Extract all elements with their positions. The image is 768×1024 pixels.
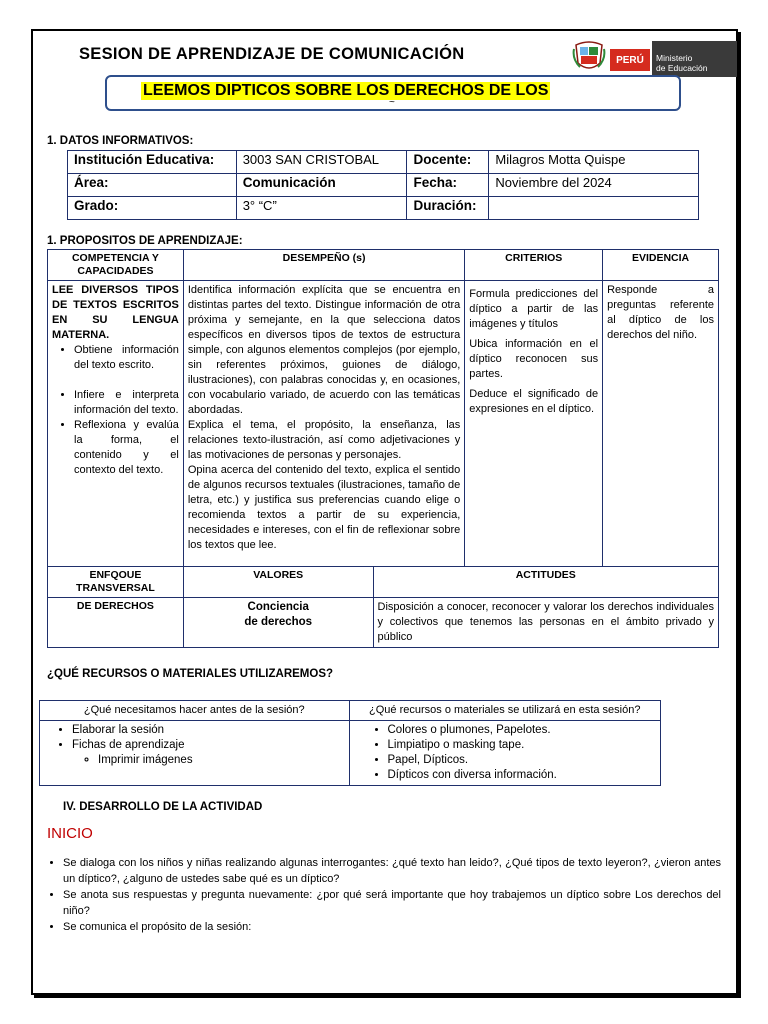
table-row [68,174,699,197]
label-institucion: Institución Educativa: [68,151,237,174]
peru-label: PERÚ [610,49,650,71]
label-grado: Grado: [68,197,237,220]
value-grado: 3° “C” [236,197,407,220]
ministry-line-2: de Educación [656,63,708,73]
document-page [31,29,738,995]
list-item: • Se comunica el propósito de la sesión: [63,919,721,935]
label-fecha: Fecha: [407,174,489,197]
inicio-label: INICIO [47,825,93,842]
enfoque-value: DE DERECHOS [48,598,184,648]
table-row [48,598,719,648]
valor-text: Conciencia de derechos [244,601,313,628]
header-enfoque: ENFQOUE TRANSVERSAL [48,567,184,598]
value-fecha: Noviembre del 2024 [489,174,699,197]
criterios-cell [465,281,603,567]
competencia-text: LEE DIVERSOS TIPOS DE TEXTOS ESCRITOS EN SU LENGUA MATERNA. [52,284,179,341]
propositos-table [47,249,719,648]
ministry-label [652,41,737,77]
list-item: • Se dialoga con los niños y niñas realizando algunas interrogantes: ¿qué texto han leido?, ¿Qué tipos de texto leyeron?, ¿vieron antes un díptico?, ¿alguno de ustedes sabe qué es un díptico? [63,855,721,887]
recursos-table [39,700,661,786]
list-item: • Reflexiona y evalúa la forma, el contenido y el contexto del texto. [74,418,179,478]
materiales-list [356,723,655,783]
list-item: ◦ Imprimir imágenes [98,753,343,768]
valor-value [183,598,373,648]
antes-cell [40,721,350,786]
desarrollo-list [45,855,721,935]
table-row [68,151,699,174]
header-criterios: CRITERIOS [465,250,603,281]
list-item: • Fichas de aprendizaje [72,738,343,753]
table-row [40,701,661,721]
header-valores: VALORES [183,567,373,598]
criterio-item: Ubica información en el díptico reconocen sus partes. [469,338,599,380]
value-institucion: 3003 SAN CRISTOBAL [236,151,407,174]
criterio-item: Deduce el significado de expresiones en el díptico. [469,388,599,415]
propositos-heading: 1. PROPOSITOS DE APRENDIZAJE: [47,235,243,247]
table-row [68,197,699,220]
header-antes: ¿Qué necesitamos hacer antes de la sesión? [40,701,350,721]
header-materiales: ¿Qué recursos o materiales se utilizará en esta sesión? [349,701,661,721]
list-item: • Dípticos con diversa información. [388,768,655,783]
label-area: Área: [68,174,237,197]
list-item: • Elaborar la sesión [72,723,343,738]
actitud-value: Disposición a conocer, reconocer y valorar los derechos individuales y colectivos que tenemos las personas en el ámbito privado y público [373,598,718,648]
header-competencia: COMPETENCIA Y CAPACIDADES [48,250,184,281]
header-evidencia: EVIDENCIA [603,250,719,281]
list-item: • Se anota sus respuestas y pregunta nuevamente: ¿por qué será importante que hoy trabajemos un díptico sobre Los derechos del niño? [63,887,721,919]
list-item: • Papel, Dípticos. [388,753,655,768]
coat-of-arms-icon [572,39,606,75]
desempeno-paragraph: Explica el tema, el propósito, la enseñanza, las relaciones texto-ilustración, así como adjetivaciones y las motivaciones de personas y personajes. [187,419,461,461]
list-item: • Obtiene información del texto escrito. [74,343,179,373]
list-item: • Colores o plumones, Papelotes. [388,723,655,738]
subtitle-box [105,75,681,111]
minedu-logo [572,39,737,79]
criterio-item: Formula predicciones del díptico a partir de las imágenes y títulos [469,288,599,330]
list-item: • Infiere e interpreta información del texto. [74,388,179,418]
recursos-heading: ¿QUÉ RECURSOS O MATERIALES UTILIZAREMOS? [47,668,334,680]
header-actitudes: ACTITUDES [373,567,718,598]
ministry-line-1: Ministerio [656,53,693,63]
table-row [40,721,661,786]
value-duracion [489,197,699,220]
table-row [48,281,719,567]
label-docente: Docente: [407,151,489,174]
desempeno-paragraph: Opina acerca del contenido del texto, explica el sentido de algunos recursos textuales (ilustraciones, tamaño de letra, etc.) y justifica sus preferencias cuando elige o recomienda textos a partir de su experiencia, necesidades e intereses, con el fin de reflexionar sobre los textos que lee. [187,464,461,551]
page-title: SESION DE APRENDIZAJE DE COMUNICACIÓN [79,45,465,63]
antes-sublist [72,753,343,768]
value-docente: Milagros Motta Quispe [489,151,699,174]
antes-list [46,723,343,768]
subtitle-overflow: ~ [389,97,395,108]
materiales-cell [349,721,661,786]
table-row [48,567,719,598]
list-item: • Limpiatipo o masking tape. [388,738,655,753]
evidencia-cell: Responde a preguntas referente al díptico de los derechos del niño. [603,281,719,567]
desempeno-cell [183,281,464,567]
table-row [48,250,719,281]
session-subtitle: LEEMOS DIPTICOS SOBRE LOS DERECHOS DE LOS [143,82,549,99]
datos-heading: 1. DATOS INFORMATIVOS: [47,135,194,147]
competencia-cell [48,281,184,567]
desempeno-paragraph: Identifica información explícita que se encuentra en distintas partes del texto. Distingue información de otra próxima y semejante, en la que selecciona datos específicos en diversos tipos de textos de estructura simple, con algunos elementos complejos (por ejemplo, sin referentes próximos, guiones de diálogo, ilustraciones), con palabras conocidas y, en ocasiones, con vocabulario variado, de acuerdo con las temáticas abordadas. [187,284,461,416]
value-area: Comunicación [236,174,407,197]
label-duracion: Duración: [407,197,489,220]
header-desempeno: DESEMPEÑO (s) [183,250,464,281]
capacidades-list [52,343,179,478]
datos-table [67,150,699,220]
desarrollo-heading: IV. DESARROLLO DE LA ACTIVIDAD [63,801,263,813]
